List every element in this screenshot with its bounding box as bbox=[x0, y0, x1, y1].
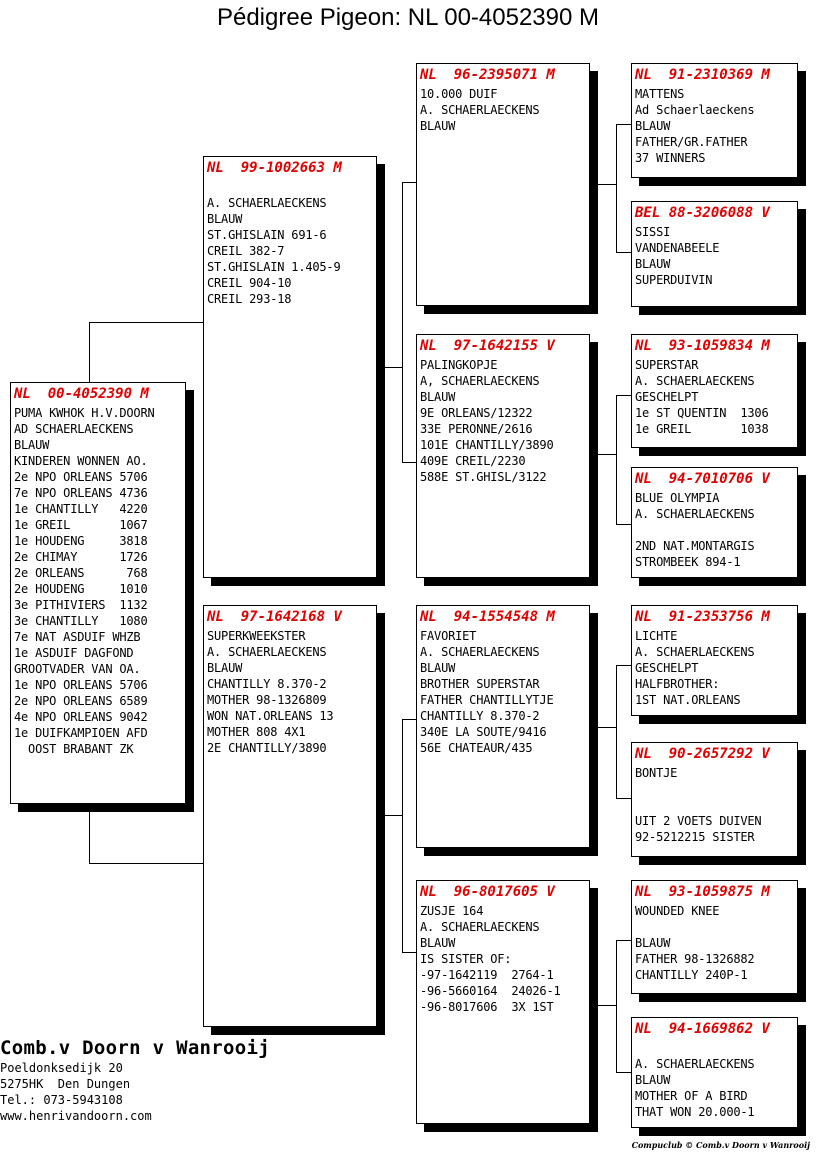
detail-line: IS SISTER OF: bbox=[420, 952, 512, 966]
detail-line: 2ND NAT.MONTARGIS bbox=[635, 539, 755, 553]
detail-line: CREIL 293-18 bbox=[207, 292, 292, 306]
page-title: Pédigree Pigeon: NL 00-4052390 M bbox=[216, 4, 600, 31]
grandparent-ring: NL 97-1642155 V bbox=[420, 338, 555, 354]
grandparent-ring: NL 96-2395071 M bbox=[420, 67, 555, 83]
detail-line: WOUNDED KNEE bbox=[635, 904, 720, 918]
detail-line: BLAUW bbox=[635, 936, 671, 950]
detail-line: SUPERSTAR bbox=[635, 358, 699, 372]
detail-line bbox=[635, 919, 794, 935]
great-grandparent-ring: NL 93-1059834 M bbox=[635, 338, 770, 354]
detail-line: FATHER 98-1326882 bbox=[635, 952, 755, 966]
detail-line: 3e CHANTILLY 1080 bbox=[14, 614, 148, 628]
detail-line: 9E ORLEANS/12322 bbox=[420, 406, 533, 420]
great-grandparent-ring: NL 91-2353756 M bbox=[635, 609, 770, 625]
detail-line: BLAUW bbox=[14, 438, 50, 452]
detail-line: BLAUW bbox=[635, 257, 671, 271]
detail-line: HALFBROTHER: bbox=[635, 677, 720, 691]
detail-line: A. SCHAERLAECKENS bbox=[207, 196, 327, 210]
detail-line: ST.GHISLAIN 691-6 bbox=[207, 228, 327, 242]
detail-line: 37 WINNERS bbox=[635, 151, 706, 165]
detail-line: GESCHELPT bbox=[635, 390, 699, 404]
detail-line: A. SCHAERLAECKENS bbox=[635, 645, 755, 659]
owner-city: 5275HK Den Dungen bbox=[0, 1077, 131, 1091]
father-card bbox=[203, 156, 377, 578]
detail-line: MOTHER OF A BIRD bbox=[635, 1089, 748, 1103]
detail-line: 1ST NAT.ORLEANS bbox=[635, 693, 741, 707]
detail-line: Ad Schaerlaeckens bbox=[635, 103, 755, 117]
detail-line: 7e NPO ORLEANS 4736 bbox=[14, 486, 148, 500]
detail-line: CHANTILLY 8.370-2 bbox=[207, 677, 327, 691]
grandparent-mm-card bbox=[416, 880, 590, 1124]
detail-line: PUMA KWHOK H.V.DOORN bbox=[14, 406, 155, 420]
detail-line: GESCHELPT bbox=[635, 661, 699, 675]
detail-line: BLAUW bbox=[635, 119, 671, 133]
detail-line: A. SCHAERLAECKENS bbox=[635, 507, 755, 521]
detail-line: 10.000 DUIF bbox=[420, 87, 498, 101]
detail-line: -97-1642119 2764-1 bbox=[420, 968, 554, 982]
detail-line: OOST BRABANT ZK bbox=[14, 742, 134, 756]
detail-line: LICHTE bbox=[635, 629, 678, 643]
detail-line: 2e NPO ORLEANS 6589 bbox=[14, 694, 148, 708]
mother-ring: NL 97-1642168 V bbox=[207, 609, 342, 625]
great-grandparent-ring: NL 94-1669862 V bbox=[635, 1021, 770, 1037]
detail-line: 340E LA SOUTE/9416 bbox=[420, 725, 547, 739]
great-grandparent-mfm-card bbox=[631, 742, 798, 857]
grandparent-fm-card bbox=[416, 334, 590, 578]
detail-line: BLAUW bbox=[207, 661, 243, 675]
detail-line: A. SCHAERLAECKENS bbox=[635, 374, 755, 388]
detail-line: STROMBEEK 894-1 bbox=[635, 555, 741, 569]
detail-line: 2e ORLEANS 768 bbox=[14, 566, 148, 580]
detail-line bbox=[635, 522, 794, 538]
great-grandparent-ffm-card bbox=[631, 201, 798, 307]
detail-line: 101E CHANTILLY/3890 bbox=[420, 438, 554, 452]
detail-line: 7e NAT ASDUIF WHZB bbox=[14, 630, 141, 644]
subject-card bbox=[10, 382, 186, 804]
detail-line: KINDEREN WONNEN AO. bbox=[14, 454, 148, 468]
detail-line: BLAUW bbox=[207, 212, 243, 226]
detail-line: 1e GREIL 1067 bbox=[14, 518, 148, 532]
detail-line: 1e ST QUENTIN 1306 bbox=[635, 406, 769, 420]
great-grandparent-mff-card bbox=[631, 605, 798, 716]
great-grandparent-ring: BEL 88-3206088 V bbox=[635, 205, 770, 221]
detail-line: 1e CHANTILLY 4220 bbox=[14, 502, 148, 516]
detail-line: PALINGKOPJE bbox=[420, 358, 498, 372]
detail-line: BLAUW bbox=[420, 936, 456, 950]
detail-line bbox=[635, 797, 794, 813]
detail-line: SUPERKWEEKSTER bbox=[207, 629, 306, 643]
detail-line: A. SCHAERLAECKENS bbox=[207, 645, 327, 659]
detail-line: ZUSJE 164 bbox=[420, 904, 484, 918]
detail-line: MATTENS bbox=[635, 87, 685, 101]
detail-line: A. SCHAERLAECKENS bbox=[420, 920, 540, 934]
detail-line: BLAUW bbox=[635, 1073, 671, 1087]
detail-line: A. SCHAERLAECKENS bbox=[420, 645, 540, 659]
detail-line: BLUE OLYMPIA bbox=[635, 491, 720, 505]
grandparent-mf-card bbox=[416, 605, 590, 848]
grandparent-ff-card bbox=[416, 63, 590, 306]
detail-line: BLAUW bbox=[420, 119, 456, 133]
subject-details bbox=[14, 405, 182, 757]
detail-line: 2e CHIMAY 1726 bbox=[14, 550, 148, 564]
detail-line: THAT WON 20.000-1 bbox=[635, 1105, 755, 1119]
detail-line: 2E CHANTILLY/3890 bbox=[207, 741, 327, 755]
detail-line: MOTHER 98-1326809 bbox=[207, 693, 327, 707]
detail-line: 588E ST.GHISL/3122 bbox=[420, 470, 547, 484]
detail-line: 4e NPO ORLEANS 9042 bbox=[14, 710, 148, 724]
detail-line: A. SCHAERLAECKENS bbox=[635, 1057, 755, 1071]
detail-line: SUPERDUIVIN bbox=[635, 273, 713, 287]
detail-line: BLAUW bbox=[420, 661, 456, 675]
detail-line: 56E CHATEAUR/435 bbox=[420, 741, 533, 755]
detail-line: GROOTVADER VAN OA. bbox=[14, 662, 141, 676]
great-grandparent-mmm-card bbox=[631, 1017, 798, 1128]
detail-line: MOTHER 808 4X1 bbox=[207, 725, 306, 739]
grandparent-ring: NL 96-8017605 V bbox=[420, 884, 555, 900]
owner-phone: Tel.: 073-5943108 bbox=[0, 1093, 123, 1107]
owner-website: www.henrivandoorn.com bbox=[0, 1109, 152, 1123]
detail-line: 1e NPO ORLEANS 5706 bbox=[14, 678, 148, 692]
detail-line: AD SCHAERLAECKENS bbox=[14, 422, 134, 436]
detail-line: CHANTILLY 240P-1 bbox=[635, 968, 748, 982]
detail-line: 2e NPO ORLEANS 5706 bbox=[14, 470, 148, 484]
mother-card bbox=[203, 605, 377, 1027]
detail-line: FAVORIET bbox=[420, 629, 477, 643]
detail-line bbox=[635, 1040, 794, 1056]
owner-name: Comb.v Doorn v Wanrooij bbox=[0, 1037, 270, 1059]
detail-line: BONTJE bbox=[635, 766, 678, 780]
detail-line: CREIL 382-7 bbox=[207, 244, 285, 258]
detail-line: 2e HOUDENG 1010 bbox=[14, 582, 148, 596]
detail-line: CREIL 904-10 bbox=[207, 276, 292, 290]
detail-line: -96-5660164 24026-1 bbox=[420, 984, 561, 998]
great-grandparent-ring: NL 90-2657292 V bbox=[635, 746, 770, 762]
detail-line: WON NAT.ORLEANS 13 bbox=[207, 709, 334, 723]
detail-line: A. SCHAERLAECKENS bbox=[420, 103, 540, 117]
detail-line: -96-8017606 3X 1ST bbox=[420, 1000, 554, 1014]
detail-line: ST.GHISLAIN 1.405-9 bbox=[207, 260, 341, 274]
owner-address: Poeldonksedijk 20 bbox=[0, 1061, 123, 1075]
detail-line: 409E CREIL/2230 bbox=[420, 454, 526, 468]
subject-ring: NL 00-4052390 M bbox=[14, 386, 149, 402]
detail-line: 1e HOUDENG 3818 bbox=[14, 534, 148, 548]
credit-line: Compuclub © Comb.v Doorn v Wanrooij bbox=[631, 1140, 810, 1150]
detail-line: VANDENABEELE bbox=[635, 241, 720, 255]
father-ring: NL 99-1002663 M bbox=[207, 160, 342, 176]
detail-line: 33E PERONNE/2616 bbox=[420, 422, 533, 436]
great-grandparent-fff-card bbox=[631, 63, 798, 178]
detail-line bbox=[635, 781, 794, 797]
detail-line: 1e ASDUIF DAGFOND bbox=[14, 646, 134, 660]
detail-line: FATHER CHANTILLYTJE bbox=[420, 693, 554, 707]
detail-line: 3e PITHIVIERS 1132 bbox=[14, 598, 148, 612]
detail-line: 1e DUIFKAMPIOEN AFD bbox=[14, 726, 148, 740]
detail-line bbox=[207, 179, 373, 195]
great-grandparent-ring: NL 93-1059875 M bbox=[635, 884, 770, 900]
detail-line: SISSI bbox=[635, 225, 671, 239]
detail-line: CHANTILLY 8.370-2 bbox=[420, 709, 540, 723]
detail-line: FATHER/GR.FATHER bbox=[635, 135, 748, 149]
great-grandparent-ring: NL 91-2310369 M bbox=[635, 67, 770, 83]
detail-line: 1e GREIL 1038 bbox=[635, 422, 769, 436]
owner-info bbox=[0, 1036, 270, 1124]
great-grandparent-fmf-card bbox=[631, 334, 798, 448]
detail-line: A, SCHAERLAECKENS bbox=[420, 374, 540, 388]
detail-line: 92-5212215 SISTER bbox=[635, 830, 755, 844]
detail-line: BROTHER SUPERSTAR bbox=[420, 677, 540, 691]
detail-line: UIT 2 VOETS DUIVEN bbox=[635, 814, 762, 828]
great-grandparent-ring: NL 94-7010706 V bbox=[635, 471, 770, 487]
detail-line: BLAUW bbox=[420, 390, 456, 404]
great-grandparent-fmm-card bbox=[631, 467, 798, 578]
grandparent-ring: NL 94-1554548 M bbox=[420, 609, 555, 625]
great-grandparent-mmf-card bbox=[631, 880, 798, 994]
